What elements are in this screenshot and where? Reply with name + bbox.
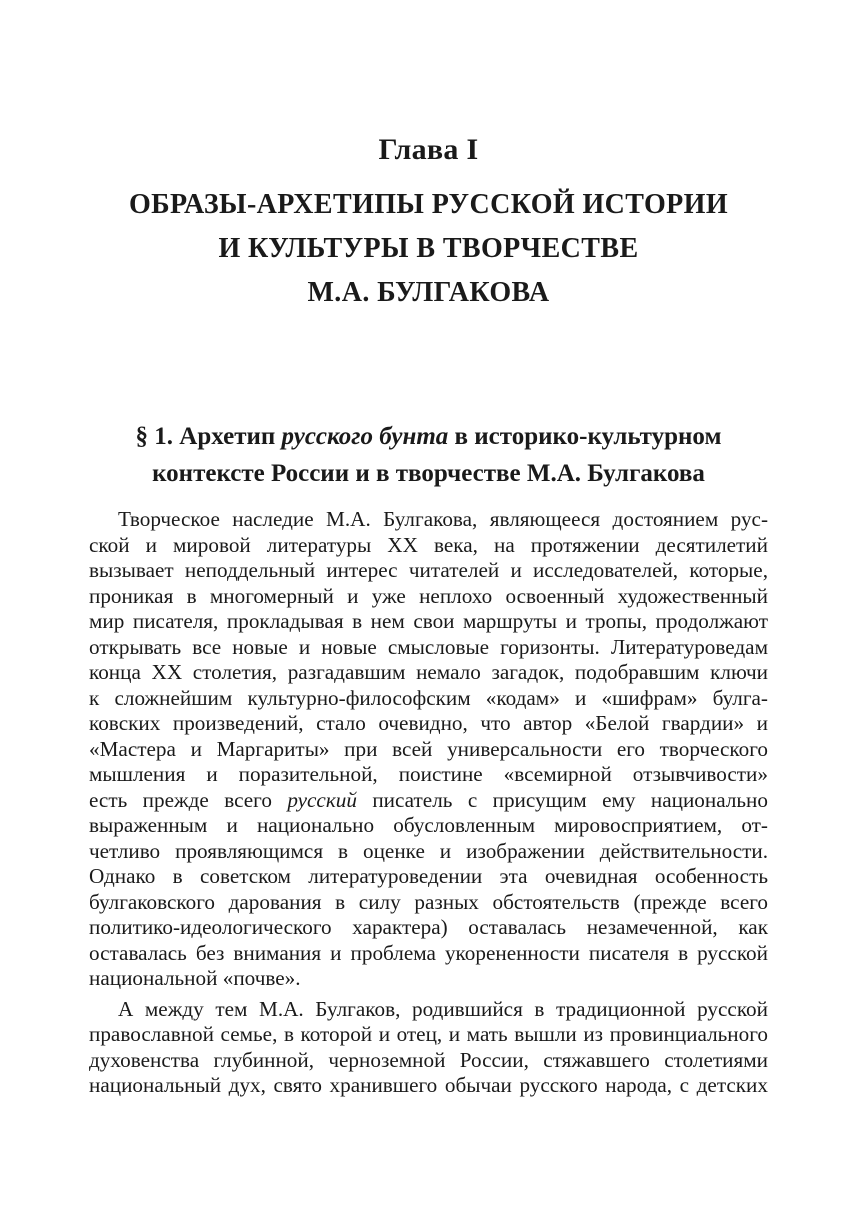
section-heading-line-1 — [60, 418, 797, 455]
chapter-title — [60, 183, 797, 315]
text-line: четливо проявляющимся в оценке и изображении действительности. — [89, 838, 768, 863]
section-heading-suffix: в историко-культурном — [448, 423, 722, 450]
text-line: национальный дух, свято хранившего обычаи русского народа, с детских — [89, 1073, 768, 1097]
text-line: булгаковского дарования в силу разных обстоятельств (прежде всего — [89, 889, 768, 914]
text-line: «Мастера и Маргариты» при всей универсальности его творческого — [89, 736, 768, 761]
section-heading-italic: русского бунта — [281, 423, 449, 450]
text-fragment-italic: русский — [287, 787, 357, 812]
text-line: ской и мировой литературы ХХ века, на протяжении десятилетий — [89, 532, 768, 557]
text-line: конца ХХ столетия, разгадавшим немало загадок, подобравшим ключи — [89, 660, 768, 684]
text-line: национальной «почве». — [89, 966, 301, 990]
text-line: духовенства глубинной, черноземной России, стяжавшего столетиями — [89, 1047, 768, 1072]
text-line: проникая в многомерный и уже неплохо освоенный художественный — [89, 583, 768, 608]
text-line: Однако в советском литературоведении эта очевидная особенность — [89, 864, 768, 888]
chapter-title-line: М.А. БУЛГАКОВА — [307, 277, 550, 308]
text-line: мир писателя, прокладывая в нем свои маршруты и тропы, продолжают — [89, 609, 768, 633]
text-line: православной семье, в которой и отец, и мать вышли из провинциального — [89, 1022, 768, 1046]
text-fragment: писатель с присущим ему национально — [356, 787, 768, 812]
body-text — [89, 507, 768, 1099]
section-heading — [60, 418, 797, 492]
text-line: мышления и поразительной, поистине «всемирной отзывчивости» — [89, 762, 768, 786]
text-line: открывать все новые и новые смысловые горизонты. Литературоведам — [89, 634, 768, 659]
text-line: оставалась без внимания и проблема укорененности писателя в русской — [89, 940, 768, 965]
paragraph-2 — [89, 997, 768, 1099]
text-line: выраженным и национально обусловленным мировосприятием, от- — [89, 813, 768, 837]
text-line: А между тем М.А. Булгаков, родившийся в традиционной русской — [118, 996, 768, 1021]
paragraph-1 — [89, 507, 768, 992]
text-line: политико-идеологического характера) оставалась незамеченной, как — [89, 915, 768, 939]
section-heading-line-2: контексте России и в творчестве М.А. Булгакова — [152, 460, 705, 487]
text-line: к сложнейшим культурно-философским «кодам» и «шифрам» булга- — [89, 685, 768, 710]
chapter-title-line: ОБРАЗЫ-АРХЕТИПЫ РУССКОЙ ИСТОРИИ — [128, 189, 729, 220]
section-heading-prefix: § 1. Архетип — [135, 423, 282, 450]
text-line: ковских произведений, стало очевидно, что автор «Белой гвардии» и — [89, 711, 768, 735]
text-line — [89, 788, 768, 814]
chapter-title-line: И КУЛЬТУРЫ В ТВОРЧЕСТВЕ — [218, 233, 639, 264]
text-line: Творческое наследие М.А. Булгакова, являющееся достоянием рус- — [118, 507, 768, 531]
text-fragment: есть прежде всего — [89, 787, 288, 812]
text-line: вызывает неподдельный интерес читателей и исследователей, которые, — [89, 558, 768, 582]
chapter-label: Глава I — [378, 133, 479, 166]
